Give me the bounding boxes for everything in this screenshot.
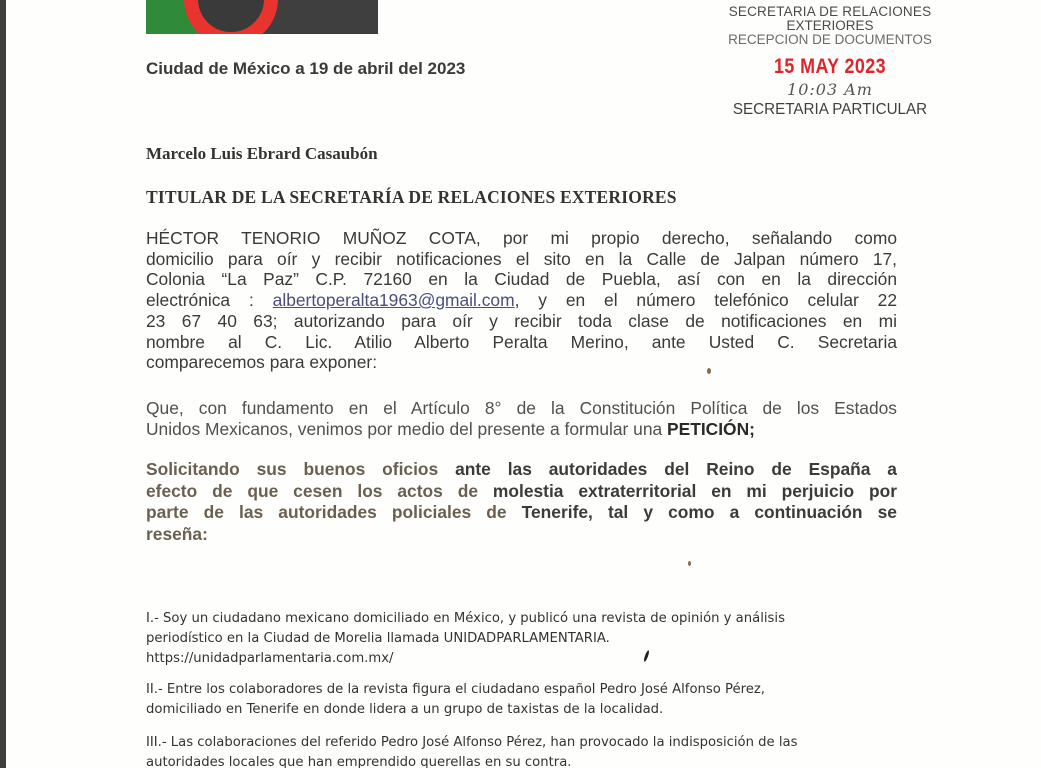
numbered-item-2 — [146, 680, 906, 720]
scan-edge-strip — [0, 0, 6, 768]
scan-speck — [707, 368, 711, 374]
p2-line — [146, 419, 897, 440]
p1-line-text: electrónica : — [146, 290, 273, 311]
item-line: periodístico en la Ciudad de Morelia llamada UNIDADPARLAMENTARIA. — [146, 631, 610, 646]
item-url: https://unidadparlamentaria.com.mx/ — [146, 651, 394, 666]
p1-line: HÉCTOR TENORIO MUÑOZ COTA, por mi propio derecho, señalando como — [146, 228, 897, 248]
numbered-item-1 — [146, 609, 906, 669]
city-date: Ciudad de México a 19 de abril del 2023 — [146, 59, 466, 78]
scan-speck — [688, 561, 691, 566]
petition-label: PETICIÓN; — [667, 418, 755, 439]
stamp-line-4: SECRETARIA PARTICULAR — [732, 101, 928, 118]
p1-line: Colonia “La Paz” C.P. 72160 en la Ciudad de Puebla, así con en la dirección — [146, 269, 897, 290]
reception-stamp — [712, 5, 948, 119]
item-line: II.- Entre los colaboradores de la revista figura el ciudadano español Pedro José Alfonso Pérez, — [146, 682, 765, 697]
email-link[interactable]: albertoperalta1963@gmail.com — [272, 290, 515, 311]
p1-line: comparecemos para exponer: — [146, 352, 378, 373]
p3-line-text: molestia extraterritorial en mi perjuicio por — [492, 480, 897, 501]
numbered-item-3 — [146, 733, 906, 768]
addressee-name: Marcelo Luis Ebrard Casaubón — [146, 144, 378, 163]
p2-line: Que, con fundamento en el Artículo 8° de la Constitución Política de los Estados — [146, 398, 897, 418]
p3-line-text: Tenerife, tal y como a continuación se — [521, 502, 897, 522]
p1-line: domicilio para oír y recibir notificaciones el sito en la Calle de Jalpan número 17, — [146, 248, 897, 269]
p1-line-text: , y en el número telefónico celular 22 — [514, 290, 897, 311]
item-line: I.- Soy un ciudadano mexicano domiciliado en México, y publicó una revista de opinión y análisis — [146, 611, 785, 626]
p3-line-text: ante las autoridades del Reino de España a — [455, 459, 897, 479]
stamp-line-3: RECEPCION DE DOCUMENTOS — [728, 32, 932, 47]
p3-line — [146, 502, 897, 524]
paragraph-introduction — [146, 228, 897, 373]
p1-line: nombre al C. Lic. Atilio Alberto Peralta Merino, ante Usted C. Secretaria — [146, 331, 897, 352]
addressee-title: TITULAR DE LA SECRETARÍA DE RELACIONES EXTERIORES — [146, 187, 677, 207]
p3-line-soft: efecto de que cesen los actos de — [146, 480, 493, 501]
p1-line-email — [146, 290, 897, 311]
stamp-handwritten-time: 10:03 Am — [787, 80, 873, 99]
item-line: domiciliado en Tenerife en donde lidera a un grupo de taxistas de la localidad. — [146, 702, 664, 717]
p3-line-soft: parte de las autoridades policiales de — [146, 502, 522, 522]
stamp-date: 15 MAY 2023 — [774, 55, 886, 78]
p3-line: reseña: — [146, 523, 208, 544]
paragraph-foundation — [146, 398, 897, 439]
p3-line-soft: Solicitando sus buenos oficios — [146, 459, 456, 479]
p3-line — [146, 459, 897, 481]
stamp-line-2: EXTERIORES — [786, 18, 874, 33]
item-line: autoridades locales que han emprendido querellas en su contra. — [146, 755, 572, 768]
logo-red-ring — [184, 0, 278, 34]
p3-line — [146, 481, 897, 503]
letterhead-logo — [146, 0, 378, 34]
item-line: III.- Las colaboraciones del referido Pedro José Alfonso Pérez, han provocado la indisposición de las — [146, 735, 798, 750]
p1-line: 23 67 40 63; autorizando para oír y recibir toda clase de notificaciones en mi — [146, 310, 897, 331]
paragraph-request — [146, 459, 897, 545]
p2-line-text: Unidos Mexicanos, venimos por medio del presente a formular una — [146, 418, 668, 439]
stamp-line-1: SECRETARIA DE RELACIONES — [728, 4, 932, 19]
